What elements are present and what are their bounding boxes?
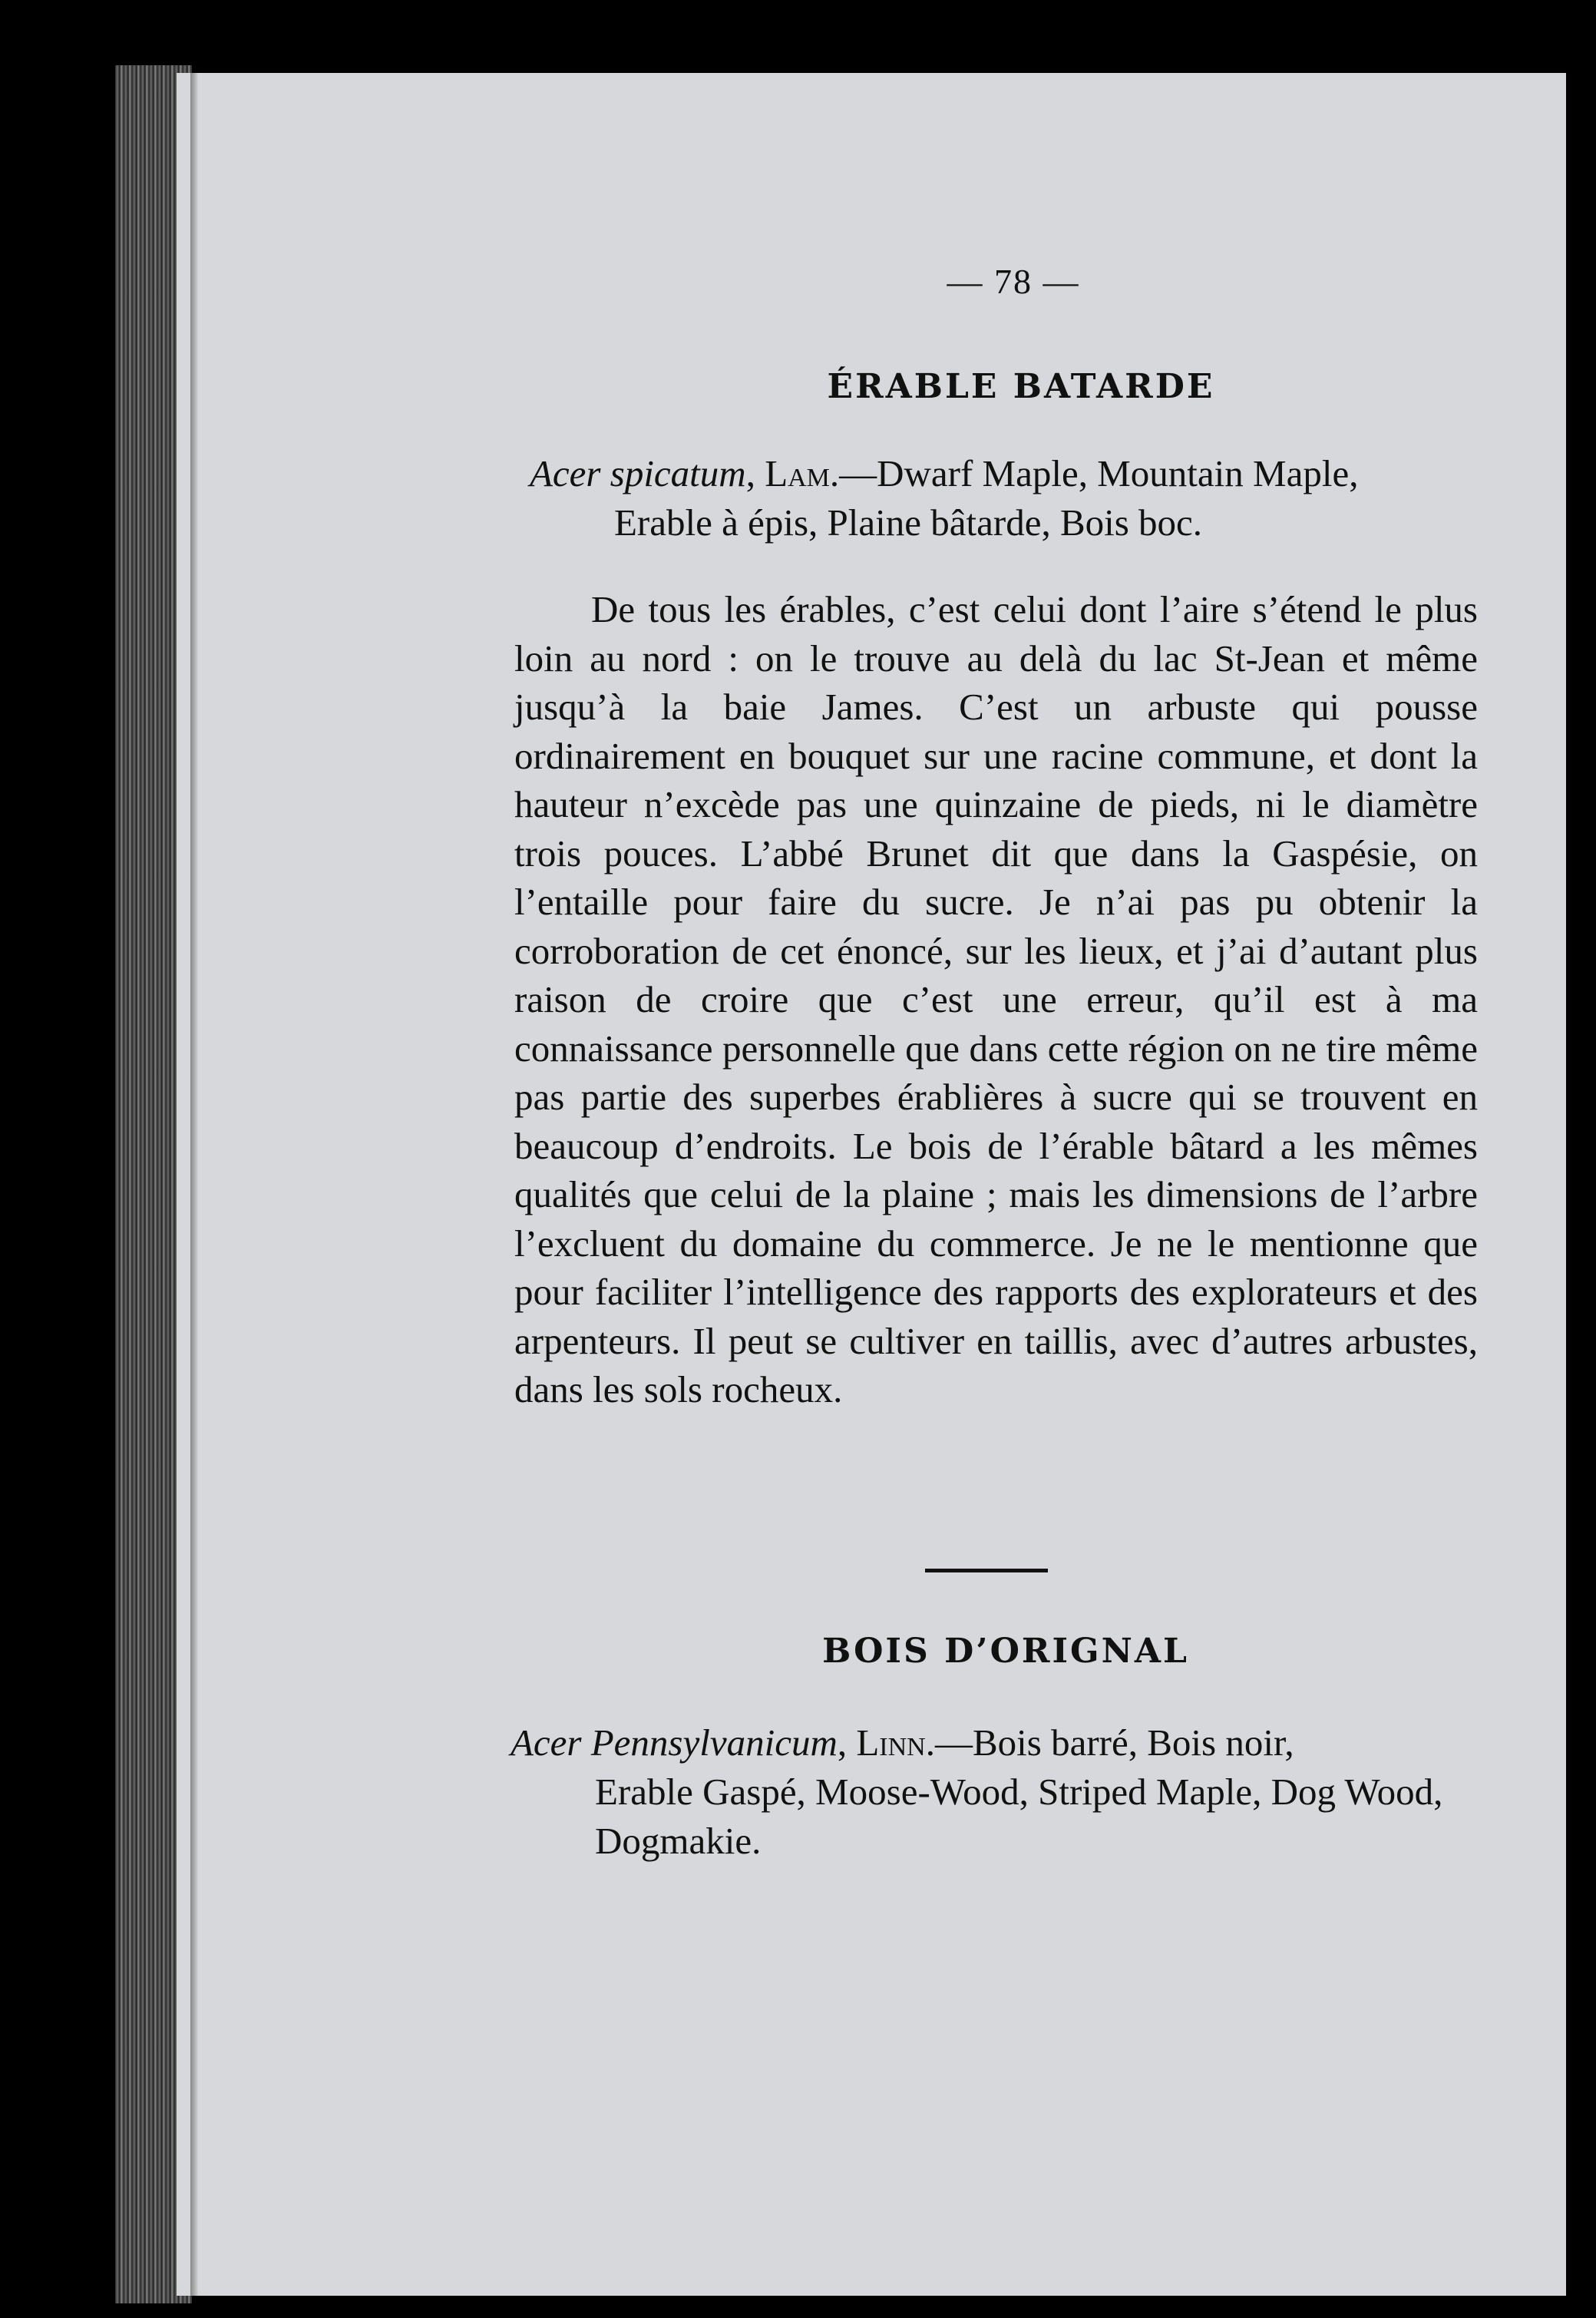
page-gutter-edge	[190, 73, 198, 2296]
author-abbrev: Lam.	[765, 452, 840, 494]
species-entry-acer-spicatum	[530, 449, 1485, 547]
latin-name: Acer spicatum	[530, 452, 746, 494]
species-names-line-2: Erable Gaspé, Moose-Wood, Striped Maple, Dog Wood, Dogmakie.	[595, 1771, 1443, 1862]
section-title-erable-batarde: ÉRABLE BATARDE	[827, 367, 1215, 406]
page-number: — 78 —	[947, 262, 1080, 301]
species-entry-acer-pennsylvanicum	[511, 1718, 1466, 1866]
section-divider-rule	[925, 1569, 1048, 1572]
common-names: —Dwarf Maple, Mountain Maple,	[839, 452, 1359, 494]
author-abbrev: Linn.	[856, 1721, 935, 1764]
species-names-line-1: Acer Pennsylvanicum, Linn.—Bois barré, Bois noir,	[511, 1721, 1294, 1764]
common-names: —Bois barré, Bois noir,	[934, 1721, 1294, 1764]
description-paragraph: De tous les érables, c’est celui dont l’aire s’étend le plus loin au nord : on le trouve au delà du lac St-Jean et même jusqu’à la baie James. C’est un arbuste qui pousse ordinairement en bouquet sur une racine commune, et dont la hauteur n’excède pas une quinzaine de pieds, ni le diamètre trois pouces. L’abbé Brunet dit que dans la Gaspésie, on l’entaille pour faire du sucre. Je n’ai pas pu obtenir la corroboration de cet énoncé, sur les lieux, et j’ai d’autant plus raison de croire que c’est une erreur, qu’il est à ma connaissance personnelle que dans cette région on ne tire même pas partie des superbes érablières à sucre qui se trouvent en beaucoup d’endroits. Le bois de l’érable bâtard a les mêmes qualités que celui de la plaine ; mais les dimensions de l’arbre l’excluent du domaine du commerce. Je ne le mentionne que pour faciliter l’intelligence des rapports des explorateurs et des arpenteurs. Il peut se cultiver en taillis, avec d’autres arbustes, dans les sols rocheux.	[514, 588, 1478, 1410]
latin-name: Acer Pennsylvanicum	[511, 1721, 838, 1764]
species-names-line-1: Acer spicatum, Lam.—Dwarf Maple, Mountain Maple,	[530, 452, 1359, 494]
species-names-line-2: Erable à épis, Plaine bâtarde, Bois boc.	[614, 501, 1203, 544]
section-title-bois-d-orignal: BOIS D’ORIGNAL	[822, 1632, 1189, 1671]
